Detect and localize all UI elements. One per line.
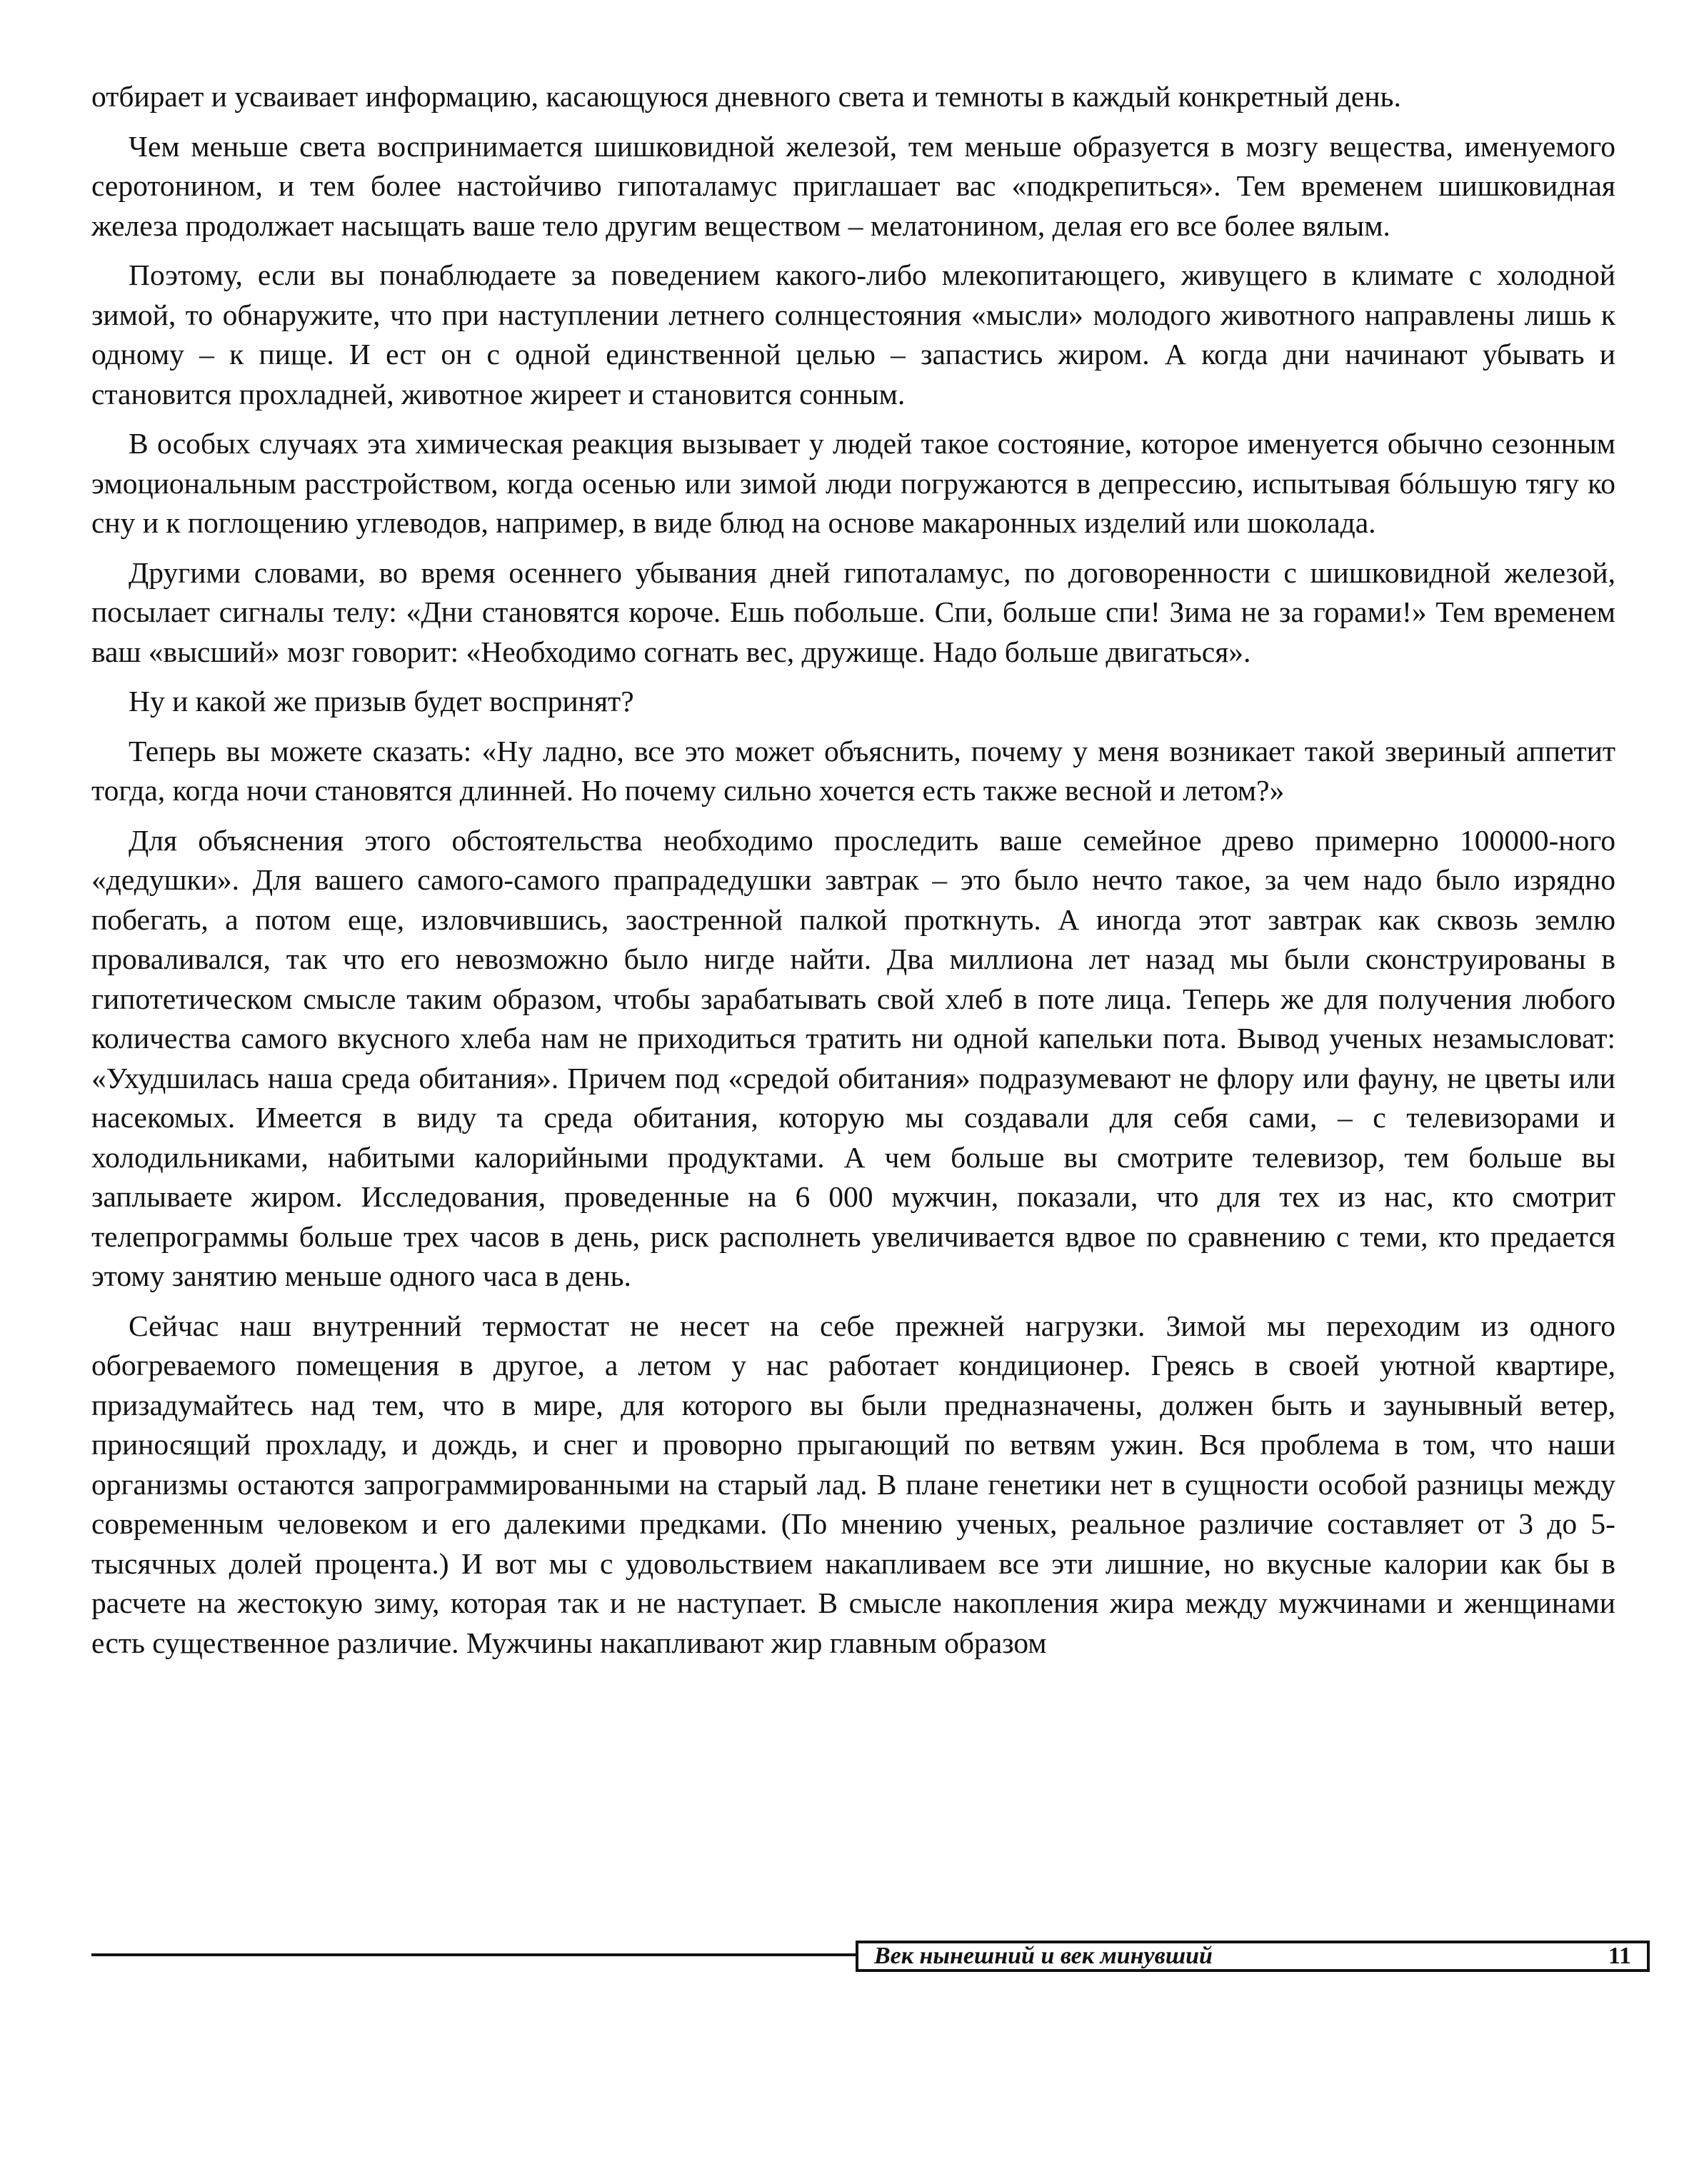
paragraph-8: Для объяснения этого обстоятельства необходимо проследить ваше семейное древо примерно 100000-ного «дедушки». Для вашего самого-самого прапрадедушки завтрак – это было нечто такое, за чем надо было изрядно побегать, а потом еще, изловчившись, заостренной палкой проткнуть. А иногда этот завтрак как сквозь землю проваливался, так что его невозможно было нигде найти. Два миллиона лет назад мы были сконструированы в гипотетическом смысле таким образом, чтобы зарабатывать свой хлеб в поте лица. Теперь же для получения любого количества самого вкусного хлеба нам не приходиться тратить ни одной капельки пота. Вывод ученых незамысловат: «Ухудшилась наша среда обитания». Причем под «средой обитания» подразумевают не флору или фауну, не цветы или насекомых. Имеется в виду та среда обитания, которую мы создавали для себя сами, – с телевизорами и холодильниками, набитыми калорийными продуктами. А чем больше вы смотрите телевизор, тем больше вы заплываете жиром. Исследования, проведенные на 6 000 мужчин, показали, что для тех из нас, кто смотрит телепрограммы больше трех часов в день, риск располнеть увеличивается вдвое по сравнению с теми, кто предается этому занятию меньше одного часа в день. [91,823,1615,1292]
footer-rule [91,1953,856,1956]
page-body [91,77,1615,1673]
paragraph-7: Теперь вы можете сказать: «Ну ладно, все это может объяснить, почему у меня возникает такой звериный аппетит тогда, когда ночи становятся длинней. Но почему сильно хочется есть также весной и летом?» [91,734,1615,807]
footer-box [856,1941,1650,1972]
paragraph-4: В особых случаях эта химическая реакция вызывает у людей такое состояние, которое именуется обычно сезонным эмоциональным расстройством, когда осенью или зимой люди погружаются в депрессию, испытывая бóльшую тягу ко сну и к поглощению углеводов, например, в виде блюд на основе макаронных изделий или шоколада. [91,427,1615,539]
paragraph-5: Другими словами, во время осеннего убывания дней гипоталамус, по договоренности с шишковидной железой, посылает сигналы телу: «Дни становятся короче. Ешь побольше. Спи, больше спи! Зима не за горами!» Тем временем ваш «высший» мозг говорит: «Необходимо согнать вес, дружище. Надо больше двигаться». [91,555,1615,668]
page-footer [91,1941,1631,1969]
paragraph-2: Чем меньше света воспринимается шишковидной железой, тем меньше образуется в мозгу вещества, именуемого серотонином, и тем более настойчиво гипоталамус приглашает вас «подкрепиться». Тем временем шишковидная железа продолжает насыщать ваше тело другим веществом – мелатонином, делая его все более вялым. [91,129,1615,242]
page-number: 11 [1608,1943,1631,1969]
paragraph-1: отбирает и усваивает информацию, касающуюся дневного света и темноты в каждый конкретный день. [91,80,1401,113]
paragraph-3: Поэтому, если вы понаблюдаете за поведением какого-либо млекопитающего, живущего в климате с холодной зимой, то обнаружите, что при наступлении летнего солнцестояния «мысли» молодого животного направлены лишь к одному – к пище. И ест он с одной единственной целью – запастись жиром. А когда дни начинают убывать и становится прохладней, животное жиреет и становится сонным. [91,258,1615,411]
paragraph-9: Сейчас наш внутренний термостат не несет на себе прежней нагрузки. Зимой мы переходим из одного обогреваемого помещения в другое, а летом у нас работает кондиционер. Греясь в своей уютной квартире, призадумайтесь над тем, что в мире, для которого вы были предназначены, должен быть и заунывный ветер, приносящий прохладу, и дождь, и снег и проворно прыгающий по ветвям ужин. Вся проблема в том, что наши организмы остаются запрограммированными на старый лад. В плане генетики нет в сущности особой разницы между современным человеком и его далекими предками. (По мнению ученых, реальное различие составляет от 3 до 5-тысячных долей процента.) И вот мы с удовольствием накапливаем все эти лишние, но вкусные калории как бы в расчете на жестокую зиму, которая так и не наступает. В смысле накопления жира между мужчинами и женщинами есть существенное различие. Мужчины накапливают жир главным образом [91,1309,1615,1659]
paragraph-6: Ну и какой же призыв будет воспринят? [129,685,634,718]
running-title: Век нынешний и век минувший [874,1943,1213,1969]
